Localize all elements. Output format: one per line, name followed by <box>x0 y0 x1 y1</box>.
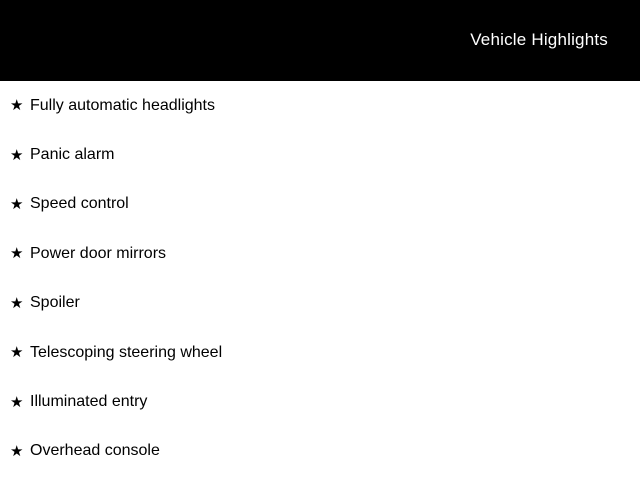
star-bullet-icon: ★ <box>10 393 24 411</box>
list-item-label: Panic alarm <box>30 146 115 164</box>
list-item-label: Power door mirrors <box>30 244 167 262</box>
list-item <box>0 279 640 328</box>
list-item-label: Speed control <box>30 195 129 213</box>
list-item-label: Spoiler <box>30 294 80 312</box>
star-bullet-icon: ★ <box>10 97 24 115</box>
list-item <box>0 229 640 278</box>
star-bullet-icon: ★ <box>10 442 24 460</box>
star-bullet-icon: ★ <box>10 195 24 213</box>
list-item <box>0 180 640 229</box>
list-item <box>0 427 640 476</box>
star-bullet-icon: ★ <box>10 344 24 362</box>
vehicle-highlights-list <box>0 81 640 476</box>
page-title: Vehicle Highlights <box>470 30 608 49</box>
list-item <box>0 130 640 179</box>
star-bullet-icon: ★ <box>10 294 24 312</box>
list-item-label: Illuminated entry <box>30 393 148 411</box>
list-item-label: Fully automatic headlights <box>30 96 215 114</box>
list-item-label: Overhead console <box>30 442 160 460</box>
list-item-label: Telescoping steering wheel <box>30 343 223 361</box>
header-bar <box>0 0 640 81</box>
star-bullet-icon: ★ <box>10 146 24 164</box>
list-item <box>0 81 640 130</box>
list-item <box>0 328 640 377</box>
star-bullet-icon: ★ <box>10 245 24 263</box>
list-item <box>0 377 640 426</box>
